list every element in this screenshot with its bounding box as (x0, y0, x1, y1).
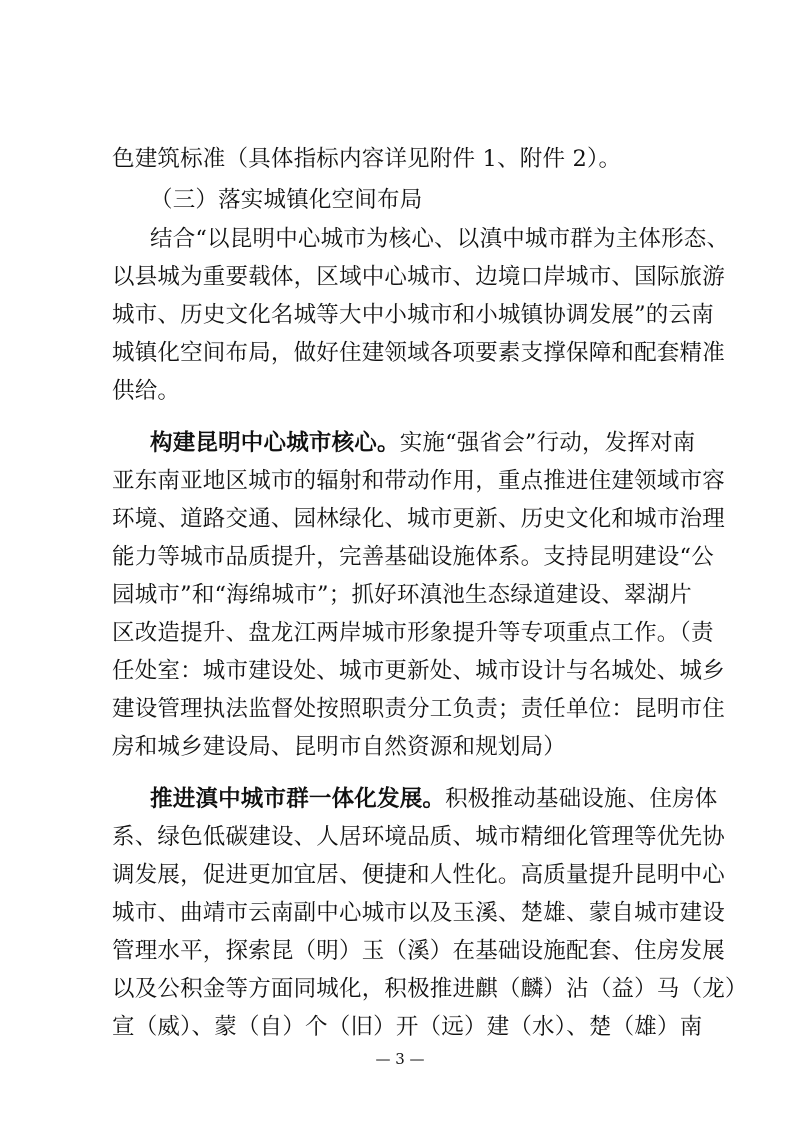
text-line: 色建筑标准（具体指标内容详见附件 1、附件 2）。 (112, 146, 622, 172)
text-line: 园城市”和“海绵城市”；抓好环滇池生态绿道建设、翠湖片 (112, 582, 692, 608)
section-heading: （三）落实城镇化空间布局 (150, 187, 423, 213)
paragraph-heading: 推进滇中城市群一体化发展。 (150, 786, 446, 812)
text-line: 宣（威）、蒙（自）个（旧）开（远）建（水）、楚（雄）南 (112, 1014, 703, 1040)
text-line: 管理水平，探索昆（明）玉（溪）在基础设施配套、住房发展 (112, 938, 725, 964)
text-line: 供给。 (112, 378, 181, 404)
text-line: 任处室：城市建设处、城市更新处、城市设计与名城处、城乡 (112, 658, 725, 684)
text-line: 以县城为重要载体，区域中心城市、边境口岸城市、国际旅游 (112, 264, 725, 290)
text-line: 区改造提升、盘龙江两岸城市形象提升等专项重点工作。（责 (112, 620, 714, 646)
text-line: 系、绿色低碳建设、人居环境品质、城市精细化管理等优先协 (112, 824, 725, 850)
text-line: 房和城乡建设局、昆明市自然资源和规划局） (112, 734, 567, 760)
text-line: 城镇化空间布局，做好住建领域各项要素支撑保障和配套精准 (112, 340, 725, 366)
text-span: 实施“强省会”行动，发挥对南 (399, 430, 696, 456)
text-line: 结合“以昆明中心城市为核心、以滇中城市群为主体形态、 (150, 226, 730, 252)
text-line: 环境、道路交通、园林绿化、城市更新、历史文化和城市治理 (112, 506, 725, 532)
text-line: 城市、曲靖市云南副中心城市以及玉溪、楚雄、蒙自城市建设 (112, 900, 725, 926)
text-line: 亚东南亚地区城市的辐射和带动作用，重点推进住建领域市容 (112, 468, 725, 494)
text-line: 调发展，促进更加宜居、便捷和人性化。高质量提升昆明中心 (112, 862, 725, 888)
text-line: 城市、历史文化名城等大中小城市和小城镇协调发展”的云南 (112, 302, 714, 328)
paragraph-first-line (150, 784, 718, 814)
text-span: 积极推动基础设施、住房体 (445, 786, 718, 812)
text-line: 能力等城市品质提升，完善基础设施体系。支持昆明建设“公 (112, 544, 714, 570)
page-number: — 3 — (375, 1050, 425, 1068)
paragraph-heading: 构建昆明中心城市核心。 (150, 430, 400, 456)
paragraph-first-line (150, 428, 696, 458)
text-line: 建设管理执法监督处按照职责分工负责；责任单位：昆明市住 (112, 696, 725, 722)
text-line: 以及公积金等方面同城化，积极推进麒（麟）沾（益）马（龙） (112, 976, 748, 1002)
